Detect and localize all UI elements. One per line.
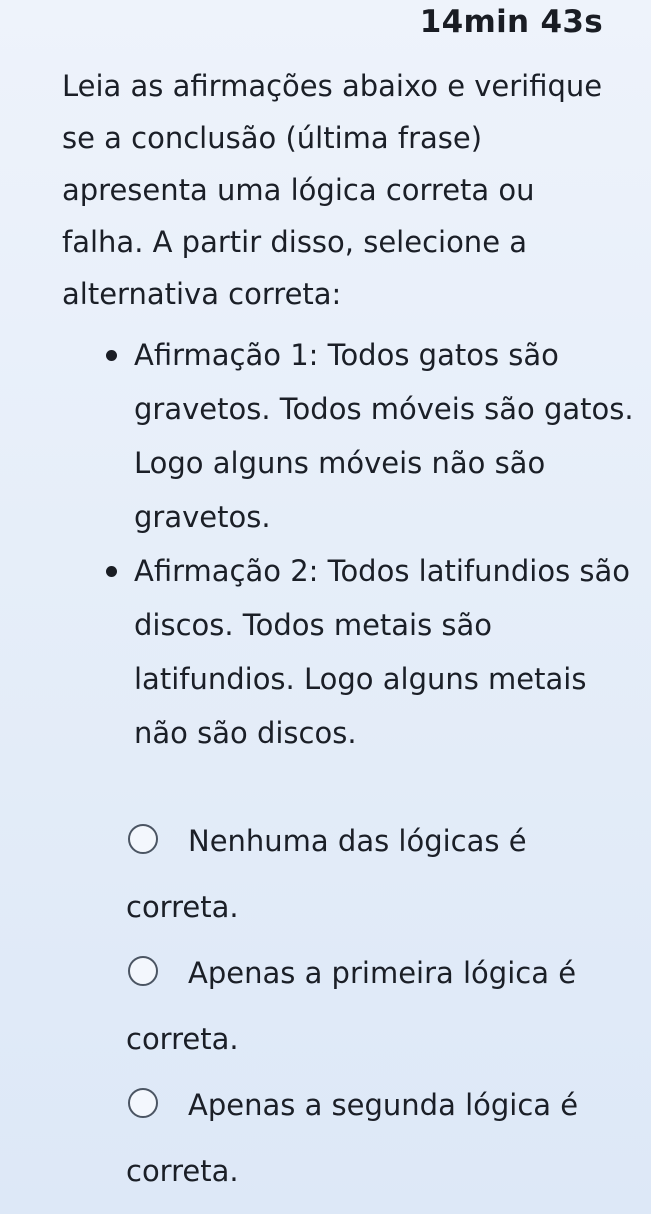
answer-option-second[interactable] — [126, 1072, 626, 1204]
bullet-icon — [106, 566, 117, 577]
statement-text: Afirmação 1: Todos gatos são gravetos. Todos móveis são gatos. Logo alguns móveis não são gravetos. — [134, 338, 634, 534]
statement-list — [100, 328, 640, 760]
answer-option-label: Apenas a segunda lógica é correta. — [126, 1088, 579, 1188]
answer-option-none[interactable] — [126, 808, 626, 940]
countdown-timer: 14min 43s — [419, 4, 603, 40]
bullet-icon — [106, 350, 117, 361]
radio-button-icon[interactable] — [128, 824, 158, 854]
radio-button-icon[interactable] — [128, 956, 158, 986]
answer-option-label: Nenhuma das lógicas é correta. — [126, 824, 527, 924]
answer-option-label: Apenas a primeira lógica é correta. — [126, 956, 577, 1056]
radio-button-icon[interactable] — [128, 1088, 158, 1118]
answer-options — [126, 808, 626, 1204]
question-prompt: Leia as afirmações abaixo e verifique se a conclusão (última frase) apresenta uma lógica correta ou falha. A partir disso, selecione a alternativa correta: — [62, 69, 603, 311]
statement-text: Afirmação 2: Todos latifundios são discos. Todos metais são latifundios. Logo alguns metais não são discos. — [134, 554, 631, 750]
answer-option-first[interactable] — [126, 940, 626, 1072]
statement-item — [100, 328, 640, 544]
statement-item — [100, 544, 640, 760]
